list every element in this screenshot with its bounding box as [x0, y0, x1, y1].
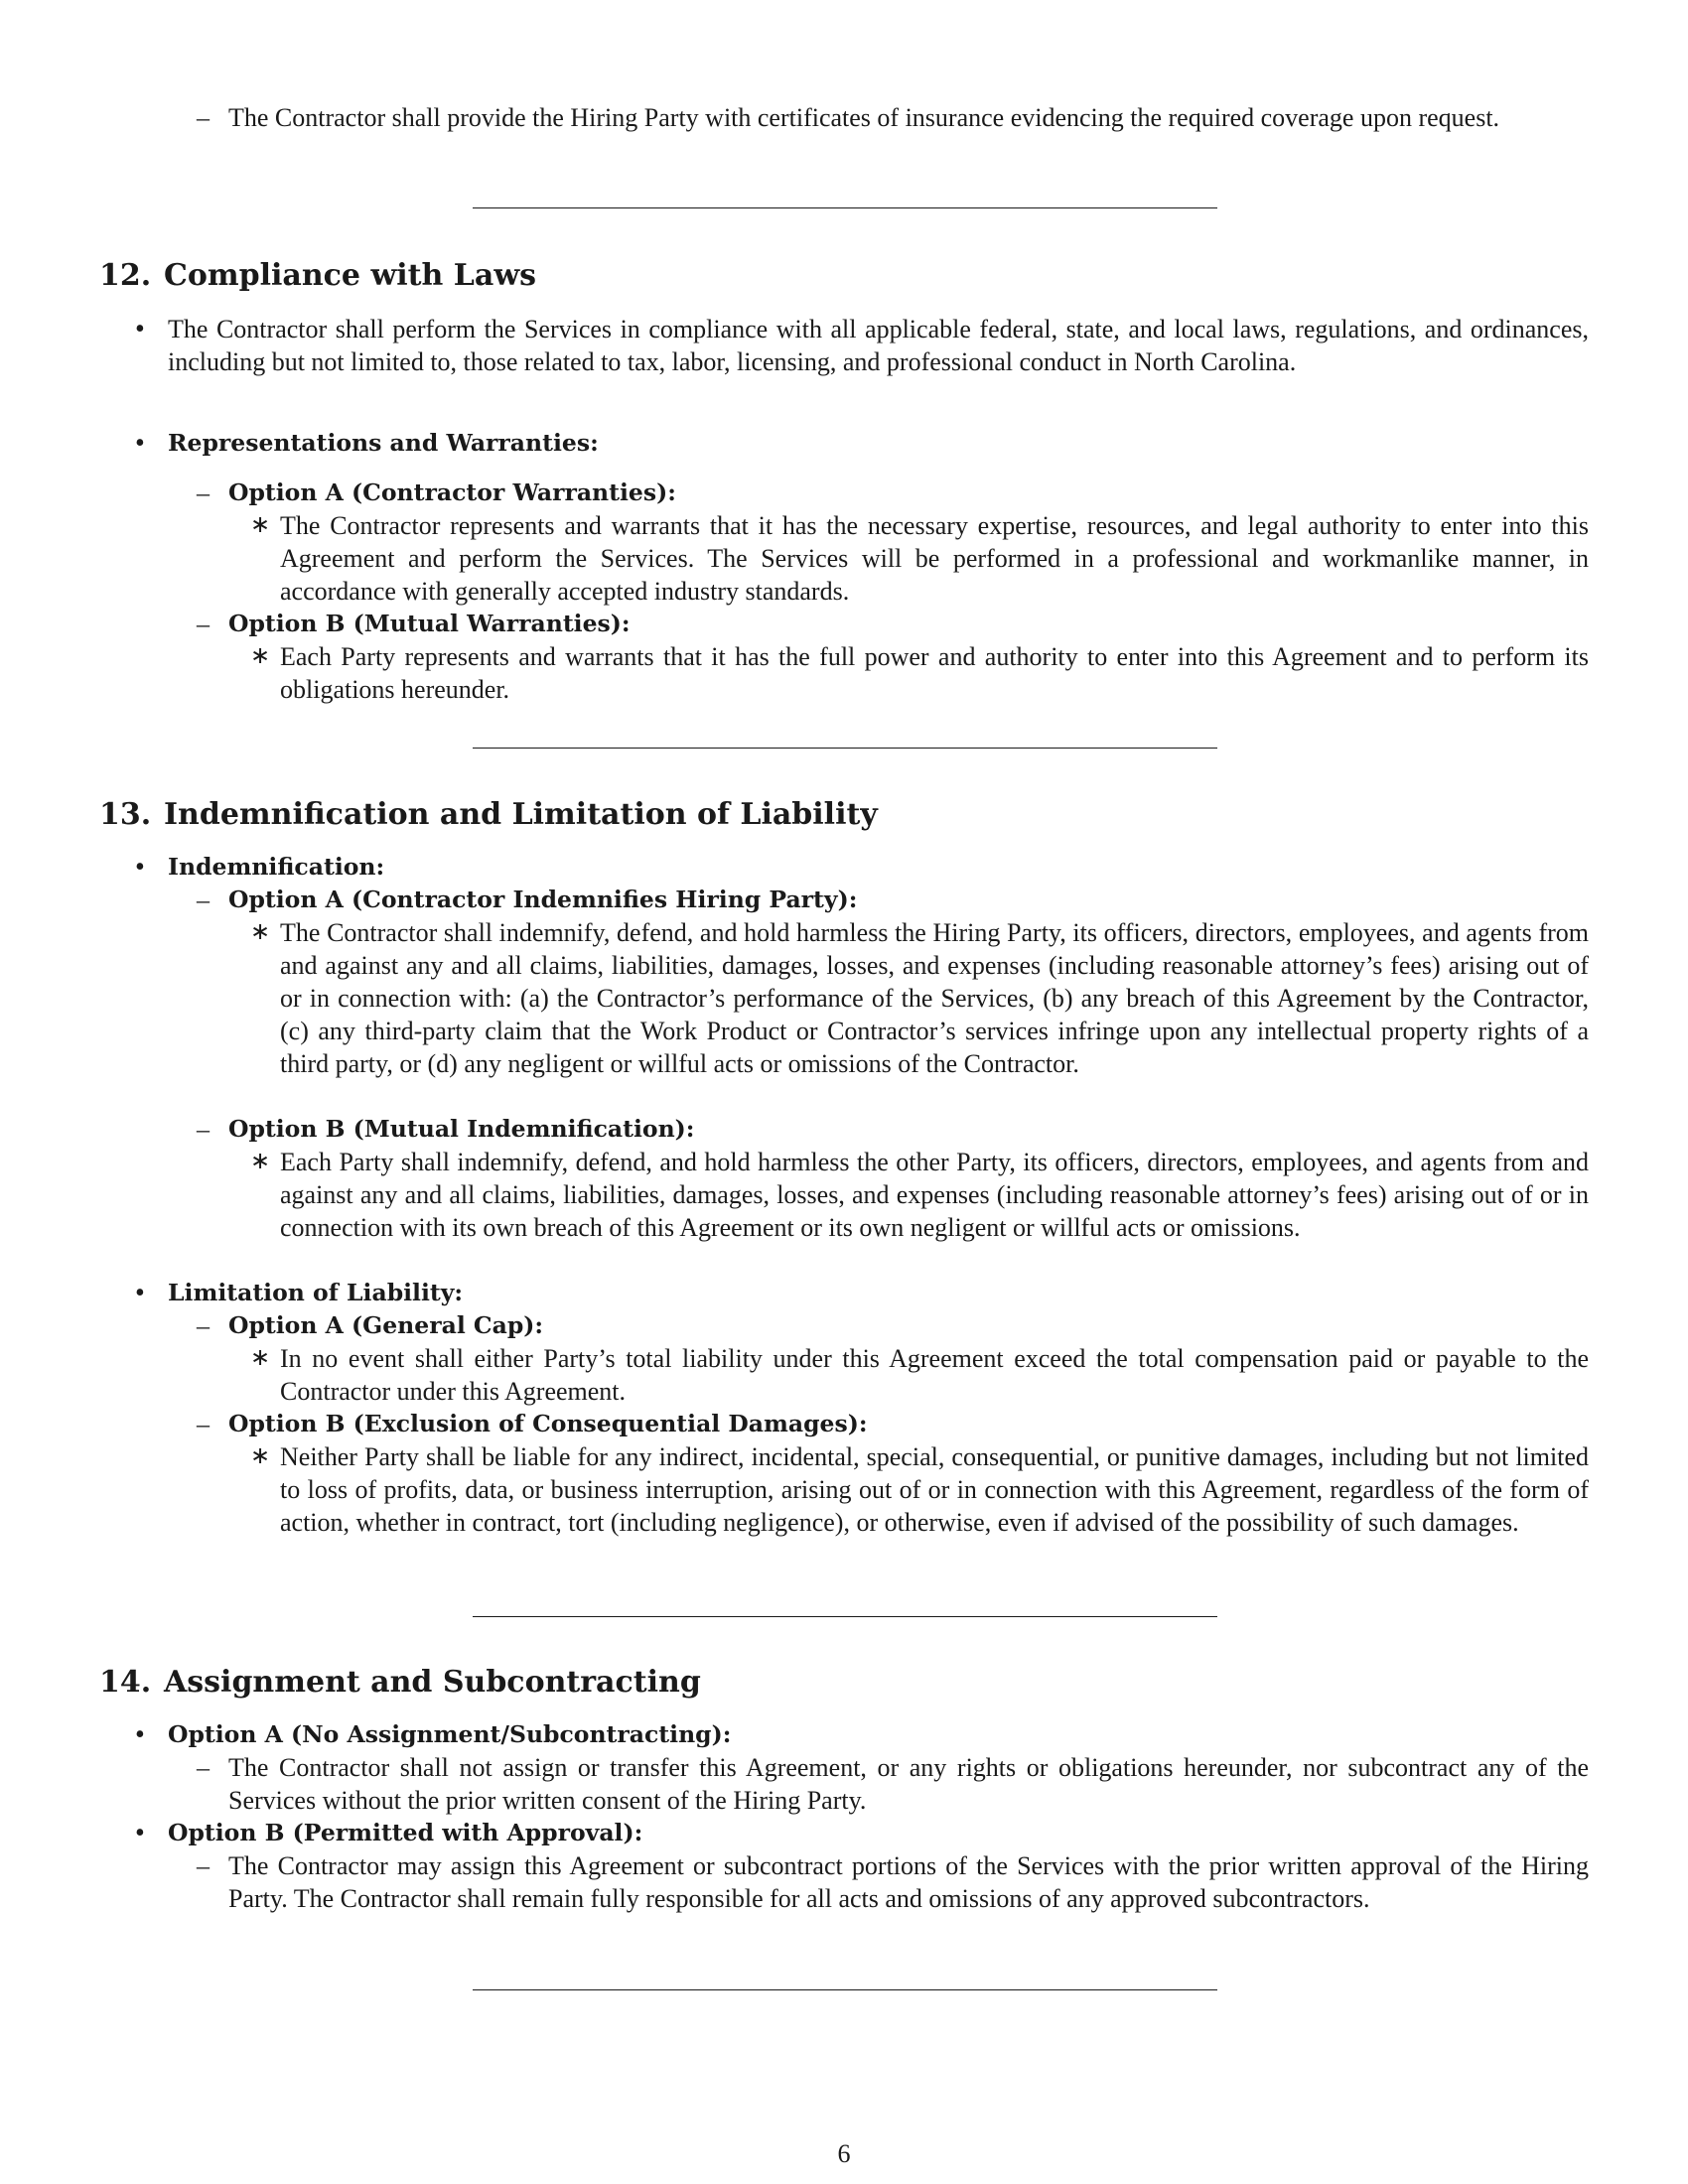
section-divider [473, 1616, 1217, 1617]
asterisk-bullet: ∗ [250, 643, 271, 669]
compliance-text: The Contractor shall perform the Services in compliance with all applicable federal, state, and local laws, regulations, and ordinances, including but not limited to, those related to tax, labor, licensing, and professional conduct in North Carolina. [168, 315, 1589, 376]
indemn-option-b-text: Each Party shall indemnify, defend, and hold harmless the other Party, its officers, directors, employees, and agents from and against any and all claims, liabilities, damages, losses, and expenses (including reasonable attorney’s fees) arising out of or in connection with its own breach of this Agreement or its own negligent or willful acts or omissions. [280, 1148, 1589, 1242]
section-14-number: 14. [99, 1665, 152, 1700]
s12-option-b-label: Option B (Mutual Warranties): [228, 610, 631, 637]
section-13-heading [99, 795, 878, 835]
dash-bullet: – [197, 1851, 210, 1880]
section-13-number: 13. [99, 797, 152, 832]
liability-option-b-label: Option B (Exclusion of Consequential Damages): [228, 1410, 868, 1437]
section-divider [473, 207, 1217, 208]
insurance-certificates-text: The Contractor shall provide the Hiring Party with certificates of insurance evidencing the required coverage upon request. [228, 103, 1500, 132]
liability-label: Limitation of Liability: [168, 1279, 464, 1306]
section-12-heading [99, 256, 536, 296]
section-14-title: Assignment and Subcontracting [164, 1665, 701, 1700]
asterisk-bullet: ∗ [250, 1443, 271, 1469]
indemn-option-a-text: The Contractor shall indemnify, defend, and hold harmless the Hiring Party, its officers, directors, employees, and agents from and against any and all claims, liabilities, damages, losses, and expenses (including reasonable attorney’s fees) arising out of or in connection with: (a) the Contractor’s performance of the Services, (b) any breach of this Agreement by the Contractor, (c) any third-party claim that the Work Product or Contractor’s services infringe upon any intellectual property rights of a third party, or (d) any negligent or willful acts or omissions of the Contractor. [280, 918, 1589, 1078]
indemn-option-a-label: Option A (Contractor Indemnifies Hiring Party): [228, 886, 858, 913]
dash-bullet: – [197, 610, 210, 638]
asterisk-bullet: ∗ [250, 919, 271, 945]
s14-option-a-label: Option A (No Assignment/Subcontracting): [168, 1720, 732, 1748]
section-divider [473, 748, 1217, 749]
s14-option-b-text: The Contractor may assign this Agreement or subcontract portions of the Services with the prior written approval of the Hiring Party. The Contractor shall remain fully responsible for all acts and omissions of any approved subcontractors. [228, 1851, 1589, 1913]
s14-option-a-text: The Contractor shall not assign or transfer this Agreement, or any rights or obligations hereunder, nor subcontract any of the Services without the prior written consent of the Hiring Party. [228, 1753, 1589, 1815]
round-bullet: • [135, 1278, 145, 1308]
indemn-option-b-label: Option B (Mutual Indemnification): [228, 1115, 695, 1143]
reps-warranties-label: Representations and Warranties: [168, 429, 599, 457]
asterisk-bullet: ∗ [250, 1345, 271, 1371]
round-bullet: • [135, 852, 145, 883]
asterisk-bullet: ∗ [250, 1149, 271, 1174]
s12-option-a-text: The Contractor represents and warrants that it has the necessary expertise, resources, and legal authority to enter into this Agreement and perform the Services. The Services will be performed in a professional and workmanlike manner, in accordance with generally accepted industry standards. [280, 511, 1589, 606]
s12-option-b-text: Each Party represents and warrants that it has the full power and authority to enter into this Agreement and to perform its obligations hereunder. [280, 642, 1589, 704]
page-number: 6 [837, 2139, 851, 2168]
section-12-title: Compliance with Laws [164, 258, 537, 293]
asterisk-bullet: ∗ [250, 512, 271, 538]
liability-option-a-label: Option A (General Cap): [228, 1311, 544, 1339]
round-bullet: • [135, 1719, 145, 1750]
dash-bullet: – [197, 478, 210, 507]
liability-option-b-text: Neither Party shall be liable for any indirect, incidental, special, consequential, or punitive damages, including but not limited to loss of profits, data, or business interruption, arising out of or in connection with this Agreement, regardless of the form of action, whether in contract, tort (including negligence), or otherwise, even if advised of the possibility of such damages. [280, 1442, 1589, 1537]
section-divider [473, 1989, 1217, 1990]
section-14-heading [99, 1663, 701, 1703]
dash-bullet: – [197, 1410, 210, 1438]
round-bullet: • [135, 1818, 145, 1848]
round-bullet: • [135, 428, 145, 459]
s14-option-b-label: Option B (Permitted with Approval): [168, 1819, 643, 1846]
dash-bullet: – [197, 1753, 210, 1782]
section-12-number: 12. [99, 258, 152, 293]
dash-bullet: – [197, 1115, 210, 1144]
s12-option-a-label: Option A (Contractor Warranties): [228, 478, 676, 506]
dash-bullet: – [197, 103, 210, 132]
round-bullet: • [135, 314, 145, 344]
dash-bullet: – [197, 1311, 210, 1340]
indemnification-label: Indemnification: [168, 853, 385, 881]
section-13-title: Indemnification and Limitation of Liability [164, 797, 878, 832]
liability-option-a-text: In no event shall either Party’s total liability under this Agreement exceed the total compensation paid or payable to the Contractor under this Agreement. [280, 1344, 1589, 1406]
dash-bullet: – [197, 886, 210, 914]
